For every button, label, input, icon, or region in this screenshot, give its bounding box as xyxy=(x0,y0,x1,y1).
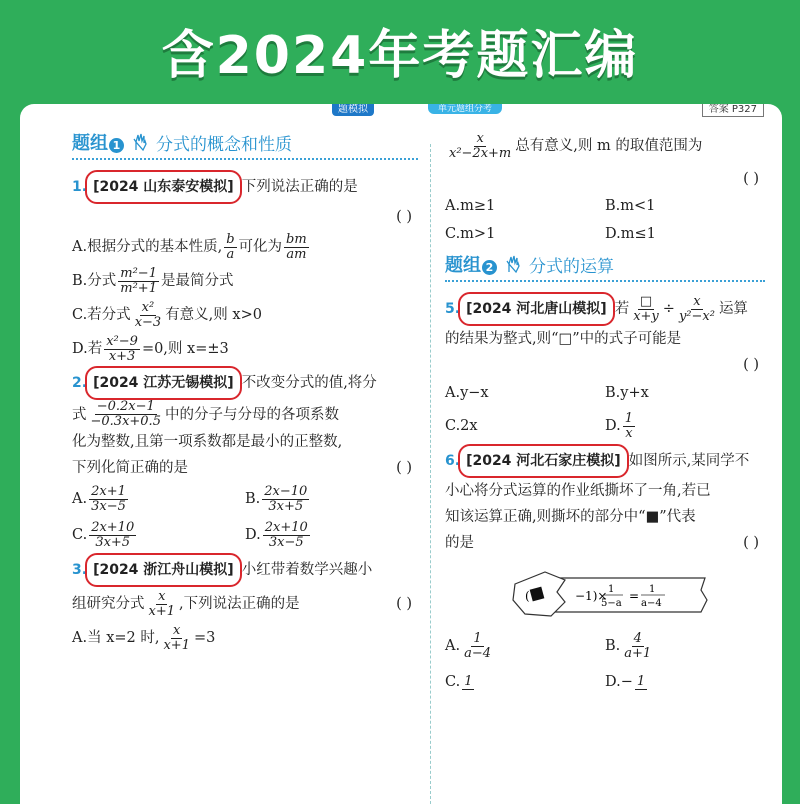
option-a: A.m≥1 xyxy=(445,198,496,214)
svg-text:=: = xyxy=(629,589,640,603)
svg-text:1: 1 xyxy=(608,584,615,595)
group-title: 分式的运算 xyxy=(529,256,614,277)
question-number: 2. xyxy=(72,375,88,391)
question-3: 3. [2024 浙江舟山模拟] 小红带着数学兴趣小 组研究分式 $\frac{x}{x+1}$ ,下列说法正确的是 ( ) A.当 x=2 时, $\frac{x}{x+1}$ = 3 xyxy=(72,553,418,655)
source-tag: [2024 山东泰安模拟] xyxy=(85,170,242,204)
option-d: D.若 $\frac{\text{x²−9}}{x+3}$ =0,则 x=±3 xyxy=(72,333,229,364)
torn-paper-equation: −1)× xyxy=(575,589,608,603)
option-d: D.− 1 xyxy=(605,673,646,690)
option-b: B.y+x xyxy=(605,385,649,401)
svg-text:1: 1 xyxy=(649,584,656,595)
group-label: 题组 2 xyxy=(445,251,497,277)
option-c: C.若分式 $\frac{\text{x²}}{x-3}$ 有意义,则 x>0 xyxy=(72,299,262,330)
column-divider xyxy=(430,144,431,804)
question-5: 5. [2024 河北唐山模拟] 若 $\frac{□}{x+y}$ ÷ $\frac{x}{\text{y²−x²}}$ 运算 的结果为整式,则“□”中的式子可能是 ( ) A.y−x B.y+x C.2x D. $\frac{1}{x}$ xyxy=(445,292,765,444)
question-text: 小心将分式运算的作业纸撕坏了一角,若已 xyxy=(445,483,711,499)
option-b: B. $\frac{2x-10}{3x+5}$ xyxy=(245,483,308,514)
option-c: C. 1 xyxy=(445,673,473,690)
banner-title: 含2024年考题汇编 xyxy=(161,25,639,86)
question-text: 化为整数,且第一项系数都是最小的正整数, xyxy=(72,434,343,450)
source-tag: [2024 河北石家庄模拟] xyxy=(458,444,629,478)
paper-page xyxy=(20,104,782,804)
question-text: 的结果为整式,则“□”中的式子可能是 xyxy=(445,331,682,347)
svg-text:a−4: a−4 xyxy=(641,598,662,609)
question-text: 知该运算正确,则撕坏的部分中“■”代表 xyxy=(445,509,696,525)
group-label: 题组 1 xyxy=(72,129,124,155)
option-b: B.m<1 xyxy=(605,198,656,214)
answer-paren: ( ) xyxy=(743,357,759,373)
answer-paren: ( ) xyxy=(743,535,759,551)
question-4-continued: $\frac{x}{\text{x²−2x+m}}$ 总有意义,则 m 的取值范围为 ( ) A.m≥1 B.m<1 C.m>1 D.m≤1 xyxy=(445,126,765,248)
option-d: D. $\frac{2x+10}{3x-5}$ xyxy=(245,519,308,550)
option-c: C.m>1 xyxy=(445,226,496,242)
question-text: 下列说法正确的是 xyxy=(241,179,358,195)
option-a: A. $\frac{2x+1}{3x-5}$ xyxy=(72,483,126,514)
option-d: D. $\frac{1}{x}$ xyxy=(605,410,633,441)
group-header-2 xyxy=(445,248,765,282)
question-number: 6. xyxy=(445,453,461,469)
hand-icon xyxy=(505,255,521,273)
question-6: 6. [2024 河北石家庄模拟] 如图所示,某同学不 小心将分式运算的作业纸撕坏了一角,若已 知该运算正确,则撕坏的部分中“■”代表 的是 ( ) ( −1)× 1 5−a = 1 a−4 A. $\frac{1}{a-4}$ B. $\frac{4}{a+1}$ C. 1 D.− 1 xyxy=(445,444,765,700)
question-number: 3. xyxy=(72,562,88,578)
option-a: A.当 x=2 时, $\frac{x}{x+1}$ = 3 xyxy=(72,622,216,653)
question-text: 小红带着数学兴趣小 xyxy=(241,562,373,578)
question-number: 1. xyxy=(72,179,88,195)
left-column xyxy=(72,126,418,655)
source-tag: [2024 江苏无锡模拟] xyxy=(85,366,242,400)
banner xyxy=(0,0,800,100)
torn-paper-figure xyxy=(445,564,765,622)
svg-text:(: ( xyxy=(525,589,530,603)
question-text: 不改变分式的值,将分 xyxy=(241,375,377,391)
hand-icon xyxy=(132,133,148,151)
answer-paren: ( ) xyxy=(743,171,759,187)
section-badge: 题模拟 xyxy=(332,104,374,116)
option-c: C.2x xyxy=(445,418,478,434)
option-d: D.m≤1 xyxy=(605,226,656,242)
answer-paren: ( ) xyxy=(396,209,412,225)
option-b: B.分式 $\frac{\text{m²−1}}{\text{m²+1}}$ 是最简分式 xyxy=(72,265,234,296)
answer-paren: ( ) xyxy=(396,596,412,612)
svg-text:5−a: 5−a xyxy=(601,598,622,609)
option-a: A. $\frac{1}{a-4}$ xyxy=(445,630,492,661)
group-title: 分式的概念和性质 xyxy=(156,134,292,155)
section-subbadge: 单元题组分考 xyxy=(428,104,502,114)
option-a: A.根据分式的基本性质, $\frac{b}{a}$ 可化为 $\frac{bm}{am}$ xyxy=(72,231,307,262)
question-1 xyxy=(72,170,418,366)
answer-reference: 答案 P327 xyxy=(702,104,764,117)
group-header-1 xyxy=(72,126,418,160)
source-tag: [2024 浙江舟山模拟] xyxy=(85,553,242,587)
answer-paren: ( ) xyxy=(396,460,412,476)
right-column xyxy=(445,126,765,700)
option-c: C. $\frac{2x+10}{3x+5}$ xyxy=(72,519,135,550)
question-2: 2. [2024 江苏无锡模拟] 不改变分式的值,将分 式 $\frac{-0.2x-1}{-0.3x+0.5}$ 中的分子与分母的各项系数 化为整数,且第一项系数都是最小的正整数, 下列化简正确的是 ( ) A. $\frac{2x+1}{3x-5}$ B. $\frac{2x-10}{3x+5}$ C. $\frac{2x+10}{3x+5}$ D. $\frac{2x+10}{3x-5}$ xyxy=(72,366,418,553)
source-tag: [2024 河北唐山模拟] xyxy=(458,292,615,326)
option-b: B. $\frac{4}{a+1}$ xyxy=(605,630,652,661)
option-a: A.y−x xyxy=(445,385,489,401)
question-number: 5. xyxy=(445,301,461,317)
